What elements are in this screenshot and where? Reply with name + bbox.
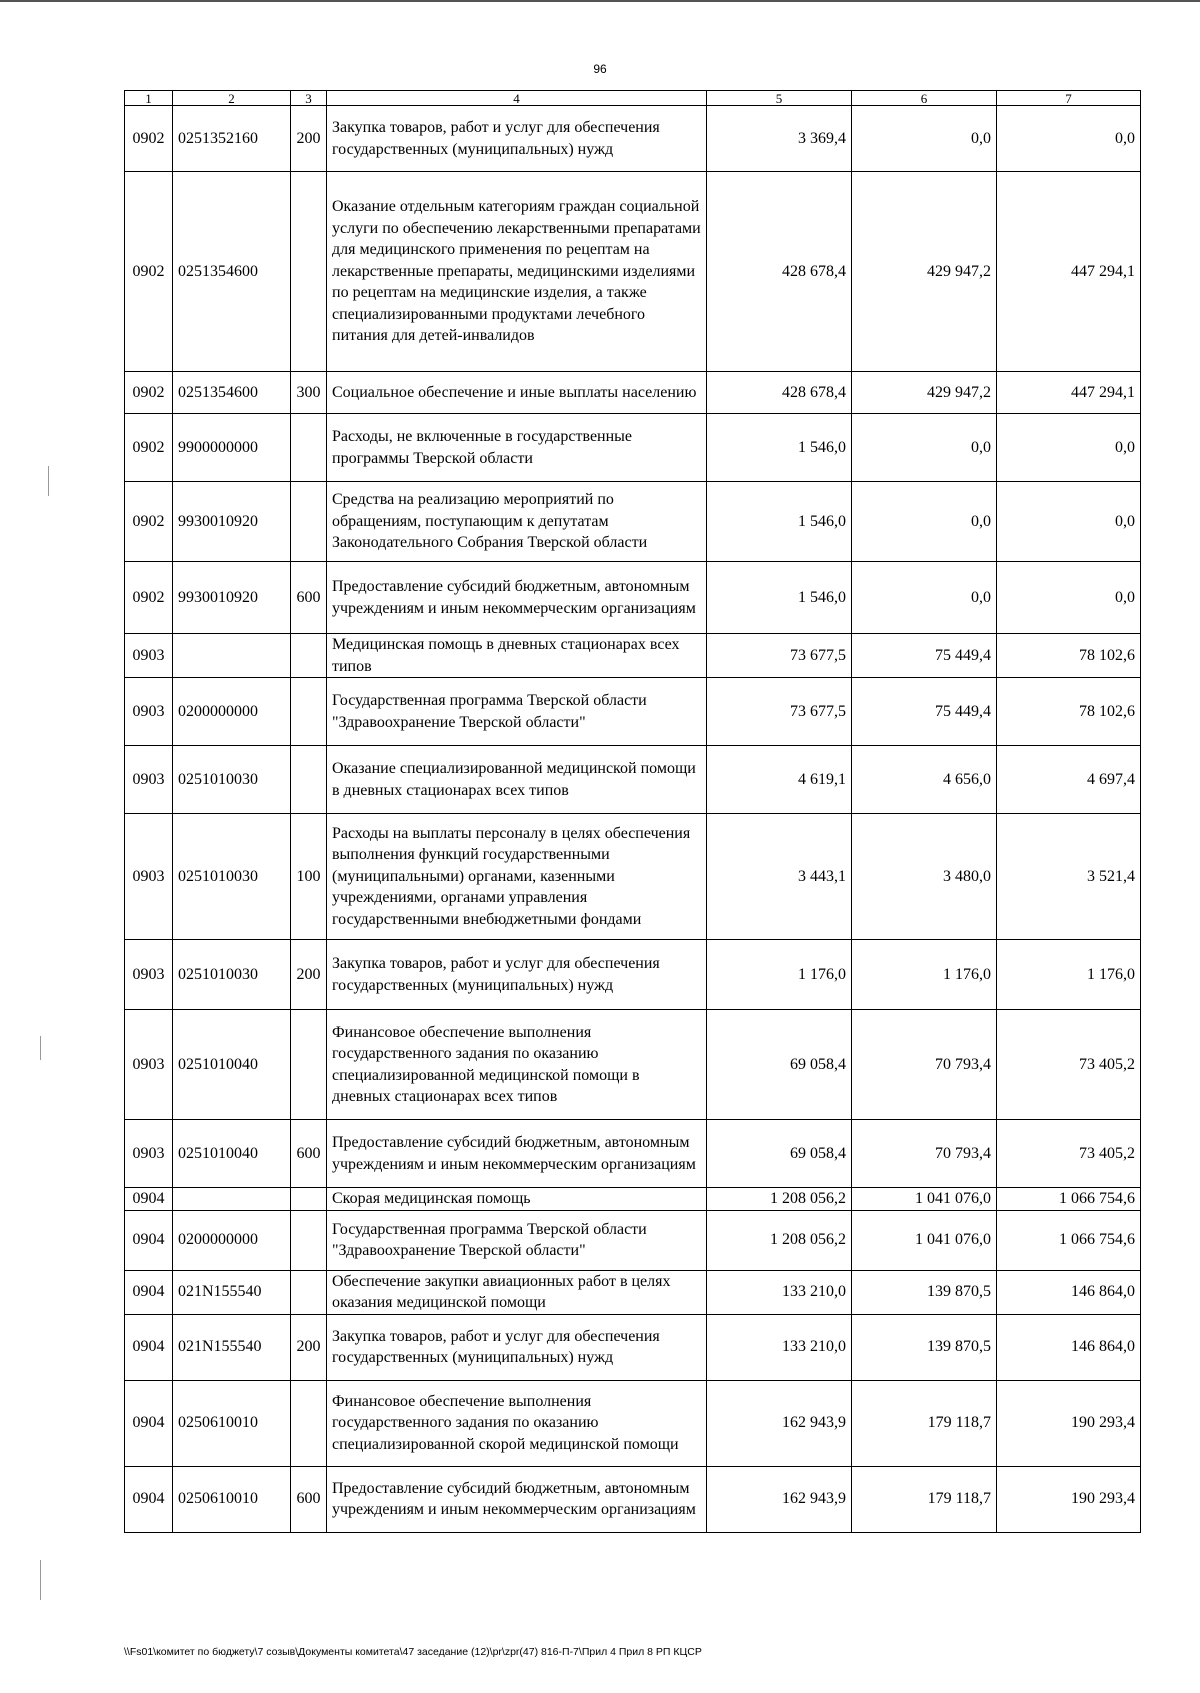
amount-year1-cell: 69 058,4	[707, 1120, 852, 1188]
table-row	[125, 1314, 1141, 1380]
table-row	[125, 106, 1141, 172]
item-name-cell: Государственная программа Тверской области "Здравоохранение Тверской области"	[327, 678, 707, 746]
amount-year1-cell: 1 208 056,2	[707, 1210, 852, 1270]
amount-year2-cell: 75 449,4	[852, 678, 997, 746]
table-row	[125, 1380, 1141, 1466]
amount-year2-cell: 0,0	[852, 562, 997, 634]
section-code-cell: 0903	[125, 634, 173, 678]
budget-table	[124, 90, 1141, 1533]
section-code-cell: 0904	[125, 1380, 173, 1466]
amount-year2-cell: 139 870,5	[852, 1270, 997, 1314]
amount-year1-cell: 428 678,4	[707, 172, 852, 372]
expense-type-cell	[291, 172, 327, 372]
amount-year3-cell: 0,0	[997, 106, 1141, 172]
target-code-cell: 0251354600	[173, 372, 291, 414]
amount-year2-cell: 0,0	[852, 482, 997, 562]
target-code-cell: 9930010920	[173, 482, 291, 562]
amount-year1-cell: 4 619,1	[707, 746, 852, 814]
col-header-7: 7	[997, 91, 1141, 106]
amount-year2-cell: 1 041 076,0	[852, 1210, 997, 1270]
target-code-cell: 0250610010	[173, 1466, 291, 1532]
section-code-cell: 0904	[125, 1314, 173, 1380]
section-code-cell: 0903	[125, 746, 173, 814]
section-code-cell: 0902	[125, 414, 173, 482]
table-row	[125, 746, 1141, 814]
item-name-cell: Расходы на выплаты персоналу в целях обеспечения выполнения функций государственными (муниципальными) органами, казенными учреждениями, органами управления государственными внебюджетными фондами	[327, 814, 707, 940]
table-row	[125, 1210, 1141, 1270]
amount-year2-cell: 139 870,5	[852, 1314, 997, 1380]
amount-year3-cell: 1 176,0	[997, 940, 1141, 1010]
col-header-2: 2	[173, 91, 291, 106]
target-code-cell: 0251010040	[173, 1010, 291, 1120]
expense-type-cell	[291, 482, 327, 562]
page-number: 96	[593, 62, 607, 76]
amount-year2-cell: 70 793,4	[852, 1010, 997, 1120]
amount-year1-cell: 1 546,0	[707, 414, 852, 482]
amount-year1-cell: 1 176,0	[707, 940, 852, 1010]
amount-year3-cell: 78 102,6	[997, 634, 1141, 678]
section-code-cell: 0902	[125, 372, 173, 414]
col-header-4: 4	[327, 91, 707, 106]
amount-year1-cell: 3 369,4	[707, 106, 852, 172]
table-row	[125, 1120, 1141, 1188]
item-name-cell: Социальное обеспечение и иные выплаты населению	[327, 372, 707, 414]
section-code-cell: 0904	[125, 1466, 173, 1532]
amount-year2-cell: 429 947,2	[852, 172, 997, 372]
table-row	[125, 1188, 1141, 1211]
amount-year3-cell: 4 697,4	[997, 746, 1141, 814]
expense-type-cell: 600	[291, 1120, 327, 1188]
table-row	[125, 414, 1141, 482]
target-code-cell: 9930010920	[173, 562, 291, 634]
section-code-cell: 0903	[125, 814, 173, 940]
section-code-cell: 0902	[125, 172, 173, 372]
target-code-cell	[173, 1188, 291, 1211]
section-code-cell: 0902	[125, 562, 173, 634]
expense-type-cell: 600	[291, 1466, 327, 1532]
amount-year3-cell: 190 293,4	[997, 1466, 1141, 1532]
col-header-6: 6	[852, 91, 997, 106]
item-name-cell: Скорая медицинская помощь	[327, 1188, 707, 1211]
item-name-cell: Расходы, не включенные в государственные программы Тверской области	[327, 414, 707, 482]
amount-year3-cell: 1 066 754,6	[997, 1188, 1141, 1211]
amount-year2-cell: 0,0	[852, 106, 997, 172]
scan-margin-mark	[40, 1560, 41, 1600]
target-code-cell: 0251010030	[173, 814, 291, 940]
amount-year2-cell: 0,0	[852, 414, 997, 482]
item-name-cell: Закупка товаров, работ и услуг для обеспечения государственных (муниципальных) нужд	[327, 940, 707, 1010]
col-header-3: 3	[291, 91, 327, 106]
target-code-cell: 0251354600	[173, 172, 291, 372]
amount-year1-cell: 73 677,5	[707, 634, 852, 678]
section-code-cell: 0903	[125, 678, 173, 746]
amount-year2-cell: 179 118,7	[852, 1380, 997, 1466]
item-name-cell: Закупка товаров, работ и услуг для обеспечения государственных (муниципальных) нужд	[327, 106, 707, 172]
item-name-cell: Оказание отдельным категориям граждан социальной услуги по обеспечению лекарственными препаратами для медицинского применения по рецептам на лекарственные препараты, медицинскими изделиями по рецептам на медицинские изделия, а также специализированными продуктами лечебного питания для детей-инвалидов	[327, 172, 707, 372]
amount-year3-cell: 146 864,0	[997, 1314, 1141, 1380]
target-code-cell: 0251010040	[173, 1120, 291, 1188]
expense-type-cell: 200	[291, 1314, 327, 1380]
item-name-cell: Финансовое обеспечение выполнения государственного задания по оказанию специализированной скорой медицинской помощи	[327, 1380, 707, 1466]
target-code-cell: 0200000000	[173, 1210, 291, 1270]
col-header-1: 1	[125, 91, 173, 106]
scan-margin-mark	[48, 466, 49, 496]
amount-year2-cell: 429 947,2	[852, 372, 997, 414]
item-name-cell: Предоставление субсидий бюджетным, автономным учреждениям и иным некоммерческим организациям	[327, 1466, 707, 1532]
amount-year3-cell: 73 405,2	[997, 1120, 1141, 1188]
amount-year3-cell: 0,0	[997, 482, 1141, 562]
col-header-5: 5	[707, 91, 852, 106]
section-code-cell: 0904	[125, 1210, 173, 1270]
table-row	[125, 482, 1141, 562]
section-code-cell: 0904	[125, 1188, 173, 1211]
target-code-cell: 0250610010	[173, 1380, 291, 1466]
scan-top-edge	[0, 0, 1200, 2]
amount-year1-cell: 1 546,0	[707, 482, 852, 562]
amount-year1-cell: 73 677,5	[707, 678, 852, 746]
expense-type-cell: 200	[291, 106, 327, 172]
target-code-cell: 021N155540	[173, 1270, 291, 1314]
amount-year1-cell: 162 943,9	[707, 1466, 852, 1532]
item-name-cell: Обеспечение закупки авиационных работ в целях оказания медицинской помощи	[327, 1270, 707, 1314]
expense-type-cell	[291, 414, 327, 482]
target-code-cell	[173, 634, 291, 678]
amount-year3-cell: 190 293,4	[997, 1380, 1141, 1466]
expense-type-cell	[291, 678, 327, 746]
expense-type-cell: 100	[291, 814, 327, 940]
item-name-cell: Предоставление субсидий бюджетным, автономным учреждениям и иным некоммерческим организациям	[327, 1120, 707, 1188]
amount-year3-cell: 0,0	[997, 562, 1141, 634]
amount-year3-cell: 73 405,2	[997, 1010, 1141, 1120]
amount-year3-cell: 447 294,1	[997, 372, 1141, 414]
expense-type-cell	[291, 1010, 327, 1120]
section-code-cell: 0902	[125, 106, 173, 172]
section-code-cell: 0902	[125, 482, 173, 562]
table-row	[125, 634, 1141, 678]
expense-type-cell: 600	[291, 562, 327, 634]
table-row	[125, 940, 1141, 1010]
expense-type-cell	[291, 1188, 327, 1211]
amount-year3-cell: 0,0	[997, 414, 1141, 482]
amount-year1-cell: 428 678,4	[707, 372, 852, 414]
amount-year3-cell: 78 102,6	[997, 678, 1141, 746]
amount-year2-cell: 179 118,7	[852, 1466, 997, 1532]
expense-type-cell	[291, 1380, 327, 1466]
amount-year1-cell: 1 208 056,2	[707, 1188, 852, 1211]
column-number-row	[125, 91, 1141, 106]
target-code-cell: 0251010030	[173, 746, 291, 814]
amount-year1-cell: 69 058,4	[707, 1010, 852, 1120]
amount-year1-cell: 133 210,0	[707, 1270, 852, 1314]
table-row	[125, 1466, 1141, 1532]
amount-year2-cell: 4 656,0	[852, 746, 997, 814]
target-code-cell: 0251010030	[173, 940, 291, 1010]
table-row	[125, 814, 1141, 940]
target-code-cell: 0200000000	[173, 678, 291, 746]
item-name-cell: Закупка товаров, работ и услуг для обеспечения государственных (муниципальных) нужд	[327, 1314, 707, 1380]
table-row	[125, 678, 1141, 746]
item-name-cell: Предоставление субсидий бюджетным, автономным учреждениям и иным некоммерческим организациям	[327, 562, 707, 634]
amount-year1-cell: 133 210,0	[707, 1314, 852, 1380]
amount-year3-cell: 1 066 754,6	[997, 1210, 1141, 1270]
amount-year3-cell: 447 294,1	[997, 172, 1141, 372]
amount-year2-cell: 70 793,4	[852, 1120, 997, 1188]
amount-year2-cell: 1 176,0	[852, 940, 997, 1010]
target-code-cell: 0251352160	[173, 106, 291, 172]
section-code-cell: 0903	[125, 940, 173, 1010]
table-row	[125, 172, 1141, 372]
amount-year3-cell: 146 864,0	[997, 1270, 1141, 1314]
amount-year2-cell: 3 480,0	[852, 814, 997, 940]
amount-year1-cell: 3 443,1	[707, 814, 852, 940]
expense-type-cell	[291, 634, 327, 678]
expense-type-cell	[291, 1210, 327, 1270]
expense-type-cell	[291, 746, 327, 814]
section-code-cell: 0903	[125, 1120, 173, 1188]
table-row	[125, 372, 1141, 414]
amount-year1-cell: 1 546,0	[707, 562, 852, 634]
item-name-cell: Государственная программа Тверской области "Здравоохранение Тверской области"	[327, 1210, 707, 1270]
amount-year2-cell: 75 449,4	[852, 634, 997, 678]
item-name-cell: Финансовое обеспечение выполнения государственного задания по оказанию специализированной медицинской помощи в дневных стационарах всех типов	[327, 1010, 707, 1120]
table-row	[125, 1010, 1141, 1120]
footer-file-path: \\Fs01\комитет по бюджету\7 созыв\Документы комитета\47 заседание (12)\pr\zpr(47) 816-П-7\Прил 4 Прил 8 РП КЦСР	[124, 1646, 702, 1658]
item-name-cell: Медицинская помощь в дневных стационарах всех типов	[327, 634, 707, 678]
section-code-cell: 0904	[125, 1270, 173, 1314]
target-code-cell: 021N155540	[173, 1314, 291, 1380]
scan-margin-mark	[40, 1036, 41, 1060]
amount-year2-cell: 1 041 076,0	[852, 1188, 997, 1211]
expense-type-cell: 300	[291, 372, 327, 414]
expense-type-cell: 200	[291, 940, 327, 1010]
expense-type-cell	[291, 1270, 327, 1314]
item-name-cell: Оказание специализированной медицинской помощи в дневных стационарах всех типов	[327, 746, 707, 814]
table-row	[125, 562, 1141, 634]
amount-year3-cell: 3 521,4	[997, 814, 1141, 940]
item-name-cell: Средства на реализацию мероприятий по обращениям, поступающим к депутатам Законодательного Собрания Тверской области	[327, 482, 707, 562]
section-code-cell: 0903	[125, 1010, 173, 1120]
amount-year1-cell: 162 943,9	[707, 1380, 852, 1466]
target-code-cell: 9900000000	[173, 414, 291, 482]
table-row	[125, 1270, 1141, 1314]
